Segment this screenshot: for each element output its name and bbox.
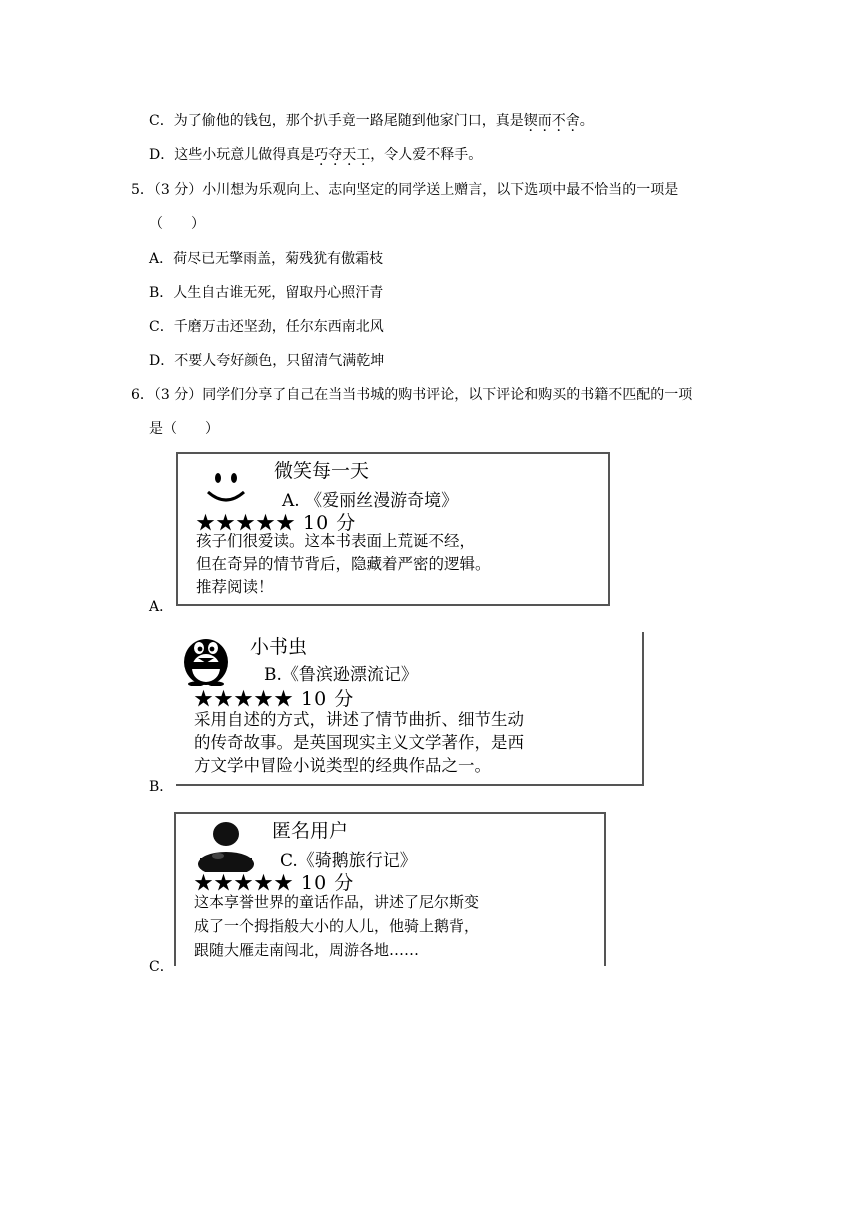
review-card-c <box>174 812 606 966</box>
review-book-title: B.《鲁滨逊漂流记》 <box>264 665 418 685</box>
review-card-b <box>176 632 644 786</box>
q4-option-c-prefix: C．为了偷他的钱包，那个扒手竟一路尾随到他家门口，真是 <box>149 113 524 129</box>
q6-option-b-label: B． <box>149 779 174 795</box>
emphasis-char: 夺 <box>328 147 343 163</box>
q6-stem: 6．（3 分）同学们分享了自己在当当书城的购书评论，以下评论和购买的书籍不匹配的一项 <box>131 387 693 403</box>
emphasis-char: 天 <box>342 147 357 163</box>
review-line: 孩子们很爱读。这本书表面上荒诞不经， <box>196 532 476 550</box>
q4-option-d-prefix: D．这些小玩意儿做得真是 <box>149 147 315 163</box>
q6-stem-cont: 是（ ） <box>149 421 219 437</box>
review-book-title: C.《骑鹅旅行记》 <box>280 851 417 871</box>
smiley-face-icon <box>202 466 250 514</box>
review-card-a <box>176 452 610 606</box>
q5-stem-paren: （ ） <box>149 216 205 232</box>
q4-option-d-suffix: ，令人爱不释手。 <box>370 147 483 163</box>
review-text <box>196 530 491 599</box>
emphasis-char: 不 <box>551 113 566 129</box>
review-user-name: 微笑每一天 <box>274 460 370 482</box>
review-line: 推荐阅读！ <box>196 578 274 596</box>
penguin-icon <box>180 632 232 690</box>
review-rating: ★★★★★ 10 分 <box>194 688 355 710</box>
q5-option-a: A．荷尽已无擎雨盖，菊残犹有傲霜枝 <box>149 251 384 267</box>
review-rating: ★★★★★ 10 分 <box>194 872 355 894</box>
review-user-name: 匿名用户 <box>272 820 349 842</box>
review-line: 但在奇异的情节背后，隐藏着严密的逻辑。 <box>196 555 491 573</box>
review-book-title: A. 《爱丽丝漫游奇境》 <box>282 491 459 511</box>
review-line: 跟随大雁走南闯北，周游各地…… <box>194 941 420 959</box>
review-line: 的传奇故事。是英国现实主义文学著作，是西 <box>194 733 524 752</box>
emphasis-char: 而 <box>537 113 552 129</box>
emphasis-char: 工 <box>356 147 371 163</box>
q5-option-c: C．千磨万击还坚劲，任尔东西南北风 <box>149 319 384 335</box>
review-text <box>194 708 524 777</box>
review-line: 成了一个拇指般大小的人儿，他骑上鹅背， <box>194 917 480 935</box>
q4-option-c <box>149 110 594 130</box>
q4-option-d <box>149 144 482 164</box>
review-text <box>194 890 479 962</box>
q5-stem: 5．（3 分）小川想为乐观向上、志向坚定的同学送上赠言，以下选项中最不恰当的一项是 <box>131 182 679 198</box>
review-line: 采用自述的方式，讲述了情节曲折、细节生动 <box>194 710 524 729</box>
q5-option-b: B．人生自古谁无死，留取丹心照汗青 <box>149 285 384 301</box>
q4-option-d-dotted-word <box>314 147 370 163</box>
emphasis-char: 锲 <box>523 113 538 129</box>
review-line: 方文学中冒险小说类型的经典作品之一。 <box>194 756 491 775</box>
q5-option-d: D．不要人夸好颜色，只留清气满乾坤 <box>149 353 385 369</box>
q6-option-c-label: C． <box>149 959 174 975</box>
q4-option-c-suffix: 。 <box>579 113 594 129</box>
review-line: 这本享誉世界的童话作品，讲述了尼尔斯变 <box>194 893 480 911</box>
q4-option-c-dotted-word <box>524 113 580 129</box>
q6-option-a-label: A． <box>149 599 174 615</box>
emphasis-char: 巧 <box>314 147 329 163</box>
emphasis-char: 舍 <box>565 113 580 129</box>
review-rating: ★★★★★ 10 分 <box>196 512 357 534</box>
review-user-name: 小书虫 <box>250 636 308 658</box>
